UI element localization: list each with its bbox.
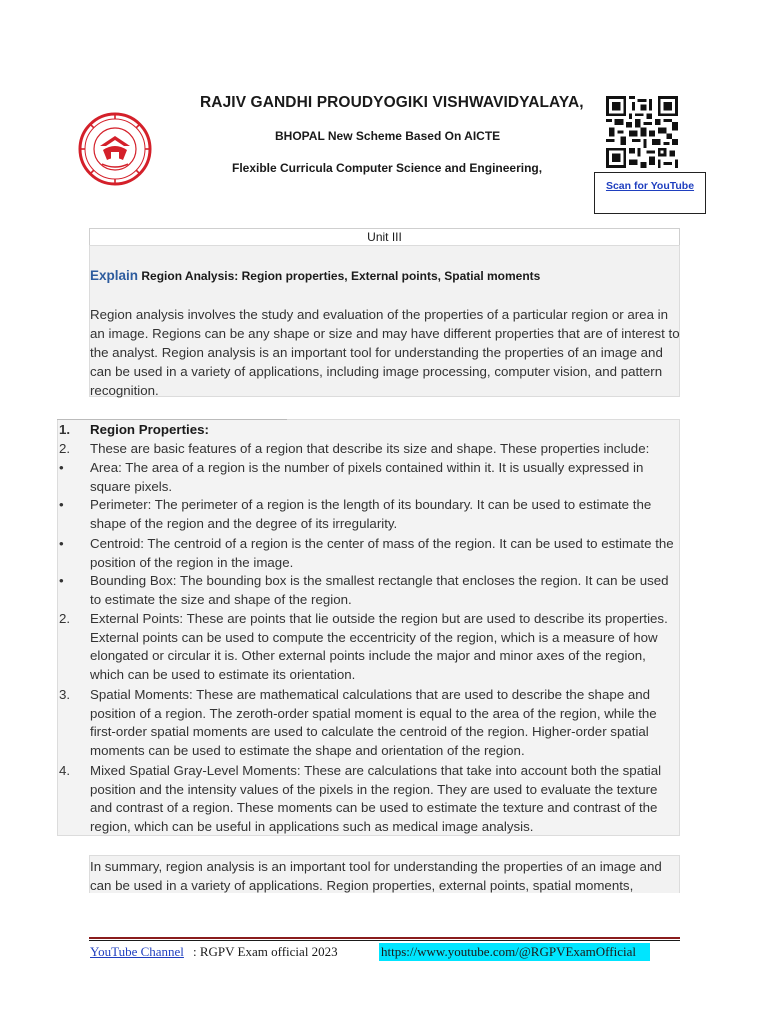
explain-keyword: Explain <box>90 268 139 283</box>
scan-box <box>594 172 706 214</box>
summary-paragraph: In summary, region analysis is an important tool for understanding the properties of an image and can be used in a variety of applications. Region properties, external points, spatial moments, <box>90 859 662 893</box>
scheme-subtitle: BHOPAL New Scheme Based On AICTE <box>275 129 501 143</box>
university-title: RAJIV GANDHI PROUDYOGIKI VISHWAVIDYALAYA, <box>200 94 584 111</box>
list-item <box>59 610 679 684</box>
unit-heading: Unit III <box>89 228 680 245</box>
list-item-text: Area: The area of a region is the number of pixels contained within it. It is usually expressed in square pixels. <box>90 460 644 494</box>
bullet-marker: • <box>59 497 64 512</box>
footer-rule <box>89 937 680 939</box>
list-item <box>59 762 679 836</box>
bullet-marker: • <box>59 573 64 588</box>
list-item-text: Region Properties: <box>90 422 209 437</box>
list-item-text: Perimeter: The perimeter of a region is the length of its boundary. It can be used to estimate the shape of the region and the degree of its irregularity. <box>90 497 652 531</box>
university-logo-icon <box>78 112 152 186</box>
list-item <box>59 440 679 459</box>
list-item-text: External Points: These are points that lie outside the region but are used to describe its properties. External points can be used to compute the eccentricity of the region, which is a measure of how elongated or circular it is. Other external points include the major and minor axes of the region, which can be used to estimate its orientation. <box>90 611 668 682</box>
bullet-marker: • <box>59 536 64 551</box>
list-item-text: Spatial Moments: These are mathematical calculations that are used to describe the shape and position of a region. The zeroth-order spatial moment is equal to the area of the region, while the first-order spatial moments are used to calculate the centroid of the region. Higher-order spatial moments can be used to estimate the shape and orientation of the region. <box>90 687 657 758</box>
qr-code-icon[interactable] <box>605 96 679 168</box>
list-marker: 2. <box>59 611 71 626</box>
curricula-subtitle: Flexible Curricula Computer Science and Engineering, <box>232 161 543 175</box>
list-marker: 4. <box>59 763 71 778</box>
panel-divider <box>57 419 287 420</box>
list-item <box>59 686 679 760</box>
list-item-text: Centroid: The centroid of a region is the center of mass of the region. It can be used to estimate the position of the region in the image. <box>90 536 674 570</box>
list-item <box>59 421 679 440</box>
scan-for-youtube-link[interactable]: Scan for YouTube <box>605 180 695 192</box>
list-item-text: These are basic features of a region that describe its size and shape. These properties include: <box>90 441 650 456</box>
channel-name: : RGPV Exam official 2023 <box>193 944 338 959</box>
list-item-text: Bounding Box: The bounding box is the smallest rectangle that encloses the region. It can be used to estimate the size and shape of the region. <box>90 573 669 607</box>
list-item-text: Mixed Spatial Gray-Level Moments: These are calculations that take into account both the spatial position and the intensity values of the pixels in the region. They are used to evaluate the texture and contrast of a region. These moments can be used to estimate the texture and contrast of the region, which can be useful in applications such as medical image analysis. <box>90 763 662 834</box>
list-marker: 1. <box>59 422 71 437</box>
list-item <box>59 572 679 609</box>
list-marker: 3. <box>59 687 71 702</box>
list-item <box>59 459 679 496</box>
question-text: Region Analysis: Region properties, External points, Spatial moments <box>141 269 541 283</box>
footer-rule-thin <box>89 940 680 941</box>
bullet-marker: • <box>59 460 64 475</box>
youtube-url-link[interactable]: https://www.youtube.com/@RGPVExamOfficial <box>379 943 650 961</box>
list-item <box>59 535 679 572</box>
list-item <box>59 496 679 533</box>
list-marker: 2. <box>59 441 71 456</box>
youtube-channel-link[interactable]: YouTube Channel <box>90 944 184 959</box>
question-heading <box>90 268 540 283</box>
intro-paragraph: Region analysis involves the study and evaluation of the properties of a particular region or area in an image. Regions can be any shape or size and may have different properties that are of interest to the analyst. Region analysis is an important tool for understanding the properties of an image and can be used in a variety of applications, including image processing, computer vision, and pattern recognition. <box>90 307 680 398</box>
